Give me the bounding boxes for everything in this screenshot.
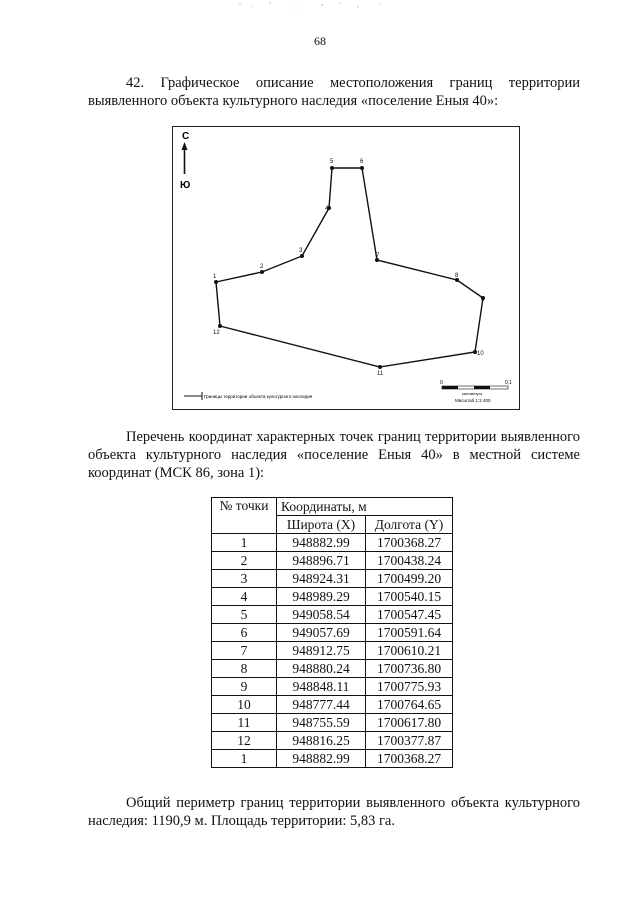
- section-paragraph-42: 42. Графическое описание местоположения границ территории выявленного объекта культурного наследия «поселение Еныя 40»:: [88, 75, 580, 109]
- table-row: [212, 570, 453, 588]
- point-number-cell: 12: [212, 732, 277, 750]
- longitude-cell: 1700368.27: [366, 534, 453, 552]
- latitude-cell: 949057.69: [277, 624, 366, 642]
- boundary-point-1: [214, 280, 218, 284]
- coordinates-table: [211, 497, 453, 768]
- boundary-point-2: [260, 270, 264, 274]
- latitude-cell: 948755.59: [277, 714, 366, 732]
- table-row: [212, 660, 453, 678]
- longitude-cell: 1700368.27: [366, 750, 453, 768]
- page-number: 68: [314, 34, 326, 48]
- boundary-point-6: [360, 166, 364, 170]
- longitude-cell: 1700775.93: [366, 678, 453, 696]
- table-row: [212, 732, 453, 750]
- boundary-point-12: [218, 324, 222, 328]
- point-number-cell: 1: [212, 534, 277, 552]
- table-row: [212, 606, 453, 624]
- point-number-cell: 4: [212, 588, 277, 606]
- longitude-cell: 1700610.21: [366, 642, 453, 660]
- table-row: [212, 588, 453, 606]
- point-number-cell: 3: [212, 570, 277, 588]
- perimeter-area-paragraph: Общий периметр границ территории выявленного объекта культурного наследия: 1190,9 м. Площадь территории: 5,83 га.: [88, 795, 580, 829]
- boundary-point-5: [330, 166, 334, 170]
- point-label-8: 8: [455, 273, 459, 279]
- point-label-4: 4: [325, 206, 329, 212]
- header-latitude: Широта (X): [277, 516, 366, 534]
- point-number-cell: 5: [212, 606, 277, 624]
- latitude-cell: 948924.31: [277, 570, 366, 588]
- point-number-cell: 9: [212, 678, 277, 696]
- scale-end: 0,1: [505, 380, 512, 386]
- point-number-cell: 6: [212, 624, 277, 642]
- point-label-12: 12: [213, 330, 220, 336]
- latitude-cell: 948848.11: [277, 678, 366, 696]
- latitude-cell: 948882.99: [277, 750, 366, 768]
- point-number-cell: 11: [212, 714, 277, 732]
- latitude-cell: 948880.24: [277, 660, 366, 678]
- table-row: [212, 642, 453, 660]
- latitude-cell: 948989.29: [277, 588, 366, 606]
- point-number-cell: 2: [212, 552, 277, 570]
- boundary-point-11: [378, 365, 382, 369]
- point-label-11: 11: [377, 371, 384, 377]
- longitude-cell: 1700438.24: [366, 552, 453, 570]
- header-coordinates: Координаты, м: [277, 498, 453, 516]
- table-row: [212, 750, 453, 768]
- table-row: [212, 534, 453, 552]
- map-legend: [184, 392, 313, 400]
- latitude-cell: 948896.71: [277, 552, 366, 570]
- latitude-cell: 948777.44: [277, 696, 366, 714]
- latitude-cell: 948816.25: [277, 732, 366, 750]
- header-point-number: № точки: [212, 498, 277, 534]
- point-number-cell: 7: [212, 642, 277, 660]
- point-label-1: 1: [213, 274, 217, 280]
- point-label-9: 9: [481, 297, 485, 303]
- point-number-cell: 10: [212, 696, 277, 714]
- legend-label: Границы территории объекта культурного наследия: [204, 394, 313, 399]
- point-number-cell: 1: [212, 750, 277, 768]
- point-label-6: 6: [360, 159, 364, 165]
- scale-unit: километры: [462, 391, 483, 396]
- table-row: [212, 696, 453, 714]
- table-row: [212, 714, 453, 732]
- boundary-map: [172, 126, 520, 410]
- scale-text: Масштаб 1:2 400: [455, 398, 491, 403]
- compass-north-label: С: [182, 131, 190, 142]
- longitude-cell: 1700764.65: [366, 696, 453, 714]
- longitude-cell: 1700736.80: [366, 660, 453, 678]
- longitude-cell: 1700499.20: [366, 570, 453, 588]
- longitude-cell: 1700617.80: [366, 714, 453, 732]
- coordinates-intro-paragraph: Перечень координат характерных точек границ территории выявленного объекта культурного наследия «поселение Еныя 40» в местной системе координат (МСК 86, зона 1):: [88, 429, 580, 481]
- longitude-cell: 1700591.64: [366, 624, 453, 642]
- point-label-3: 3: [299, 248, 303, 254]
- table-row: [212, 624, 453, 642]
- point-number-cell: 8: [212, 660, 277, 678]
- compass-south-label: Ю: [180, 180, 191, 191]
- scan-noise: [230, 0, 410, 14]
- boundary-point-3: [300, 254, 304, 258]
- latitude-cell: 948912.75: [277, 642, 366, 660]
- longitude-cell: 1700547.45: [366, 606, 453, 624]
- longitude-cell: 1700377.87: [366, 732, 453, 750]
- point-label-7: 7: [376, 253, 380, 259]
- longitude-cell: 1700540.15: [366, 588, 453, 606]
- point-label-2: 2: [260, 264, 264, 270]
- table-row: [212, 678, 453, 696]
- scale-start: 0: [440, 380, 443, 386]
- latitude-cell: 949058.54: [277, 606, 366, 624]
- header-longitude: Долгота (Y): [366, 516, 453, 534]
- point-label-5: 5: [330, 159, 334, 165]
- point-label-10: 10: [477, 351, 484, 357]
- table-row: [212, 552, 453, 570]
- latitude-cell: 948882.99: [277, 534, 366, 552]
